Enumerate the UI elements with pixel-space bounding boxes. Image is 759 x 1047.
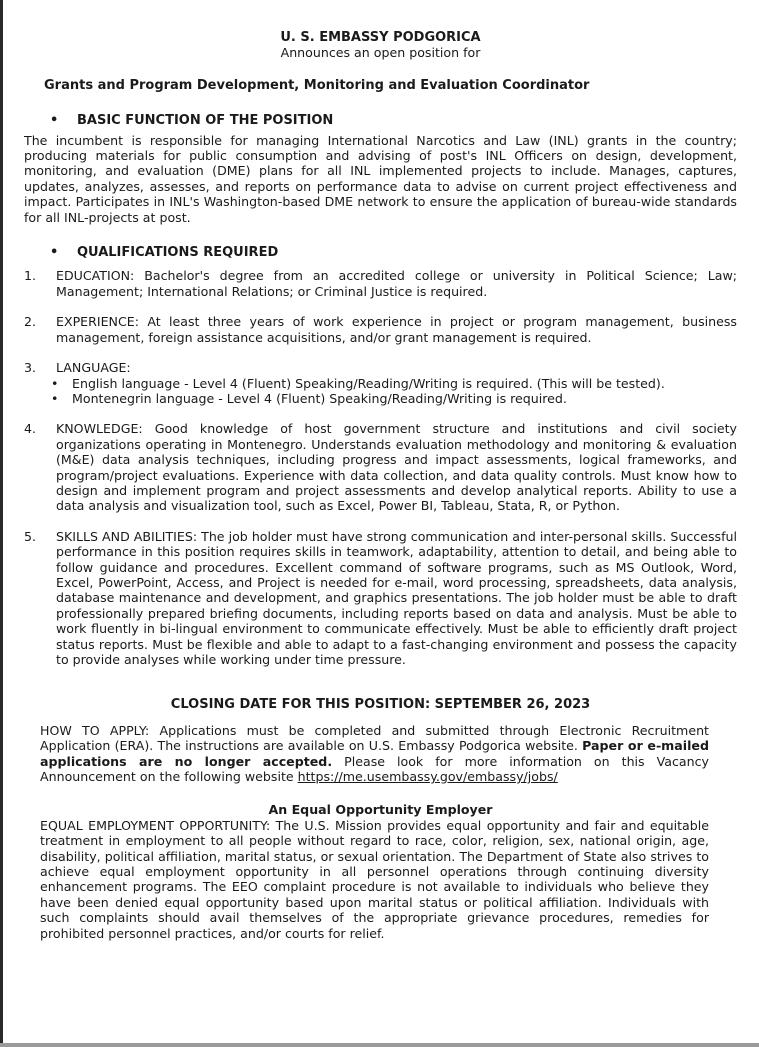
apply-lead: HOW TO APPLY: Applications must be completed and submitted through Electronic Recruitment Application (ERA). The instructions are available on U.S. Embassy Podgorica website. <box>40 722 709 754</box>
qualification-item-language <box>24 360 737 406</box>
item-text: EDUCATION: Bachelor's degree from an accredited college or university in Political Science; Law; Management; International Relations; or Criminal Justice is required. <box>56 268 737 299</box>
how-to-apply <box>40 723 709 785</box>
apply-tail: Please look for more information on this Vacancy Announcement on the following website <box>40 753 709 785</box>
embassy-heading: U. S. EMBASSY PODGORICA <box>280 30 481 45</box>
scan-edge-bottom <box>0 1043 759 1047</box>
apply-warning: Paper or e-mailed applications are no longer accepted. <box>40 738 709 769</box>
qualification-item-knowledge <box>24 421 737 513</box>
eoe-title: An Equal Opportunity Employer <box>268 802 493 818</box>
item-number: 5. <box>24 528 37 544</box>
language-sublist <box>51 375 737 407</box>
job-title: Grants and Program Development, Monitoring and Evaluation Coordinator <box>44 77 590 93</box>
scan-edge-left <box>0 0 3 1047</box>
basic-function-heading <box>50 113 737 128</box>
bullet-icon: • <box>51 375 59 391</box>
qualification-item-skills <box>24 529 737 668</box>
item-number: 4. <box>24 421 37 437</box>
bullet-icon: • <box>50 245 59 261</box>
basic-function-text: The incumbent is responsible for managing International Narcotics and Law (INL) grants in the country; producing materials for public consumption and advising of post's INL Officers on design, development, monitoring, and evaluation (DME) plans for all INL implemented projects to include. Manages, captures, updates, analyzes, assesses, and reports on performance data to advise on current project effectiveness and impact. Participates in INL's Washington-based DME network to ensure the application of bureau-wide standards for all INL-projects at post. <box>24 132 737 225</box>
language-block <box>51 360 737 406</box>
bullet-icon: • <box>50 113 59 129</box>
basic-function-title: BASIC FUNCTION OF THE POSITION <box>77 113 334 129</box>
qualifications-list <box>24 268 737 667</box>
closing-date: CLOSING DATE FOR THIS POSITION: SEPTEMBER 26, 2023 <box>170 697 591 713</box>
bullet-icon: • <box>51 390 59 406</box>
item-text: SKILLS AND ABILITIES: The job holder must have strong communication and inter-personal skills. Successful performance in this position requires skills in teamwork, adaptability, attention to detail, and being able to follow guidance and procedures. Excellent command of software programs, such as MS Outlook, Word, Excel, PowerPoint, Access, and Project is needed for e-mail, word processing, spreadsheets, data analysis, database maintenance and development, and graphics presentations. The job holder must be able to draft professionally prepared briefing documents, including reports based on data and analysis. Must be able to work fluently in bi-lingual environment to communicate effectively. Must be able to efficiently draft project status reports. Must be flexible and able to adapt to a fast-changing environment and possess the capacity to provide analyses while working under time pressure. <box>56 528 737 667</box>
item-text: KNOWLEDGE: Good knowledge of host government structure and institutions and civil society organizations operating in Montenegro. Understands evaluation methodology and monitoring & evaluation (M&E) data analysis techniques, including progress and impact assessments, logical frameworks, and program/project evaluations. Experience with data collection, and data quality controls. Must know how to design and implement program and project assessments and develop analytical reports. Ability to use a data analysis and visualization tool, such as Excel, Power BI, Tableau, Stata, R, or Python. <box>56 421 737 514</box>
qualifications-heading <box>50 245 737 260</box>
item-number: 2. <box>24 314 37 330</box>
item-text: EXPERIENCE: At least three years of work experience in project or program management, business management, foreign assistance acquisitions, and/or grant management is required. <box>56 314 737 345</box>
eeo-statement: EQUAL EMPLOYMENT OPPORTUNITY: The U.S. Mission provides equal opportunity and fair and equitable treatment in employment to all people without regard to race, color, religion, sex, national origin, age, disability, political affiliation, marital status, or sexual orientation. The Department of State also strives to achieve equal employment opportunity in all personnel operations through continuing diversity enhancement programs. The EEO complaint procedure is not available to individuals who believe they have been denied equal opportunity based upon marital status or political affiliation. Individuals with such complaints should avail themselves of the appropriate grievance procedures, remedies for prohibited personnel practices, and/or courts for relief. <box>40 817 709 941</box>
qualification-item-education <box>24 268 737 299</box>
item-text: LANGUAGE: <box>56 360 131 376</box>
item-number: 3. <box>24 360 37 376</box>
language-item <box>51 375 737 391</box>
jobs-link[interactable]: https://me.usembassy.gov/embassy/jobs/ <box>297 769 558 785</box>
language-text: English language - Level 4 (Fluent) Speaking/Reading/Writing is required. (This will be tested). <box>72 375 665 391</box>
language-text: Montenegrin language - Level 4 (Fluent) Speaking/Reading/Writing is required. <box>72 390 567 406</box>
qualification-item-experience <box>24 314 737 345</box>
qualifications-title: QUALIFICATIONS REQUIRED <box>77 245 279 261</box>
item-number: 1. <box>24 268 37 284</box>
announce-line: Announces an open position for <box>280 45 481 61</box>
language-item <box>51 390 737 406</box>
